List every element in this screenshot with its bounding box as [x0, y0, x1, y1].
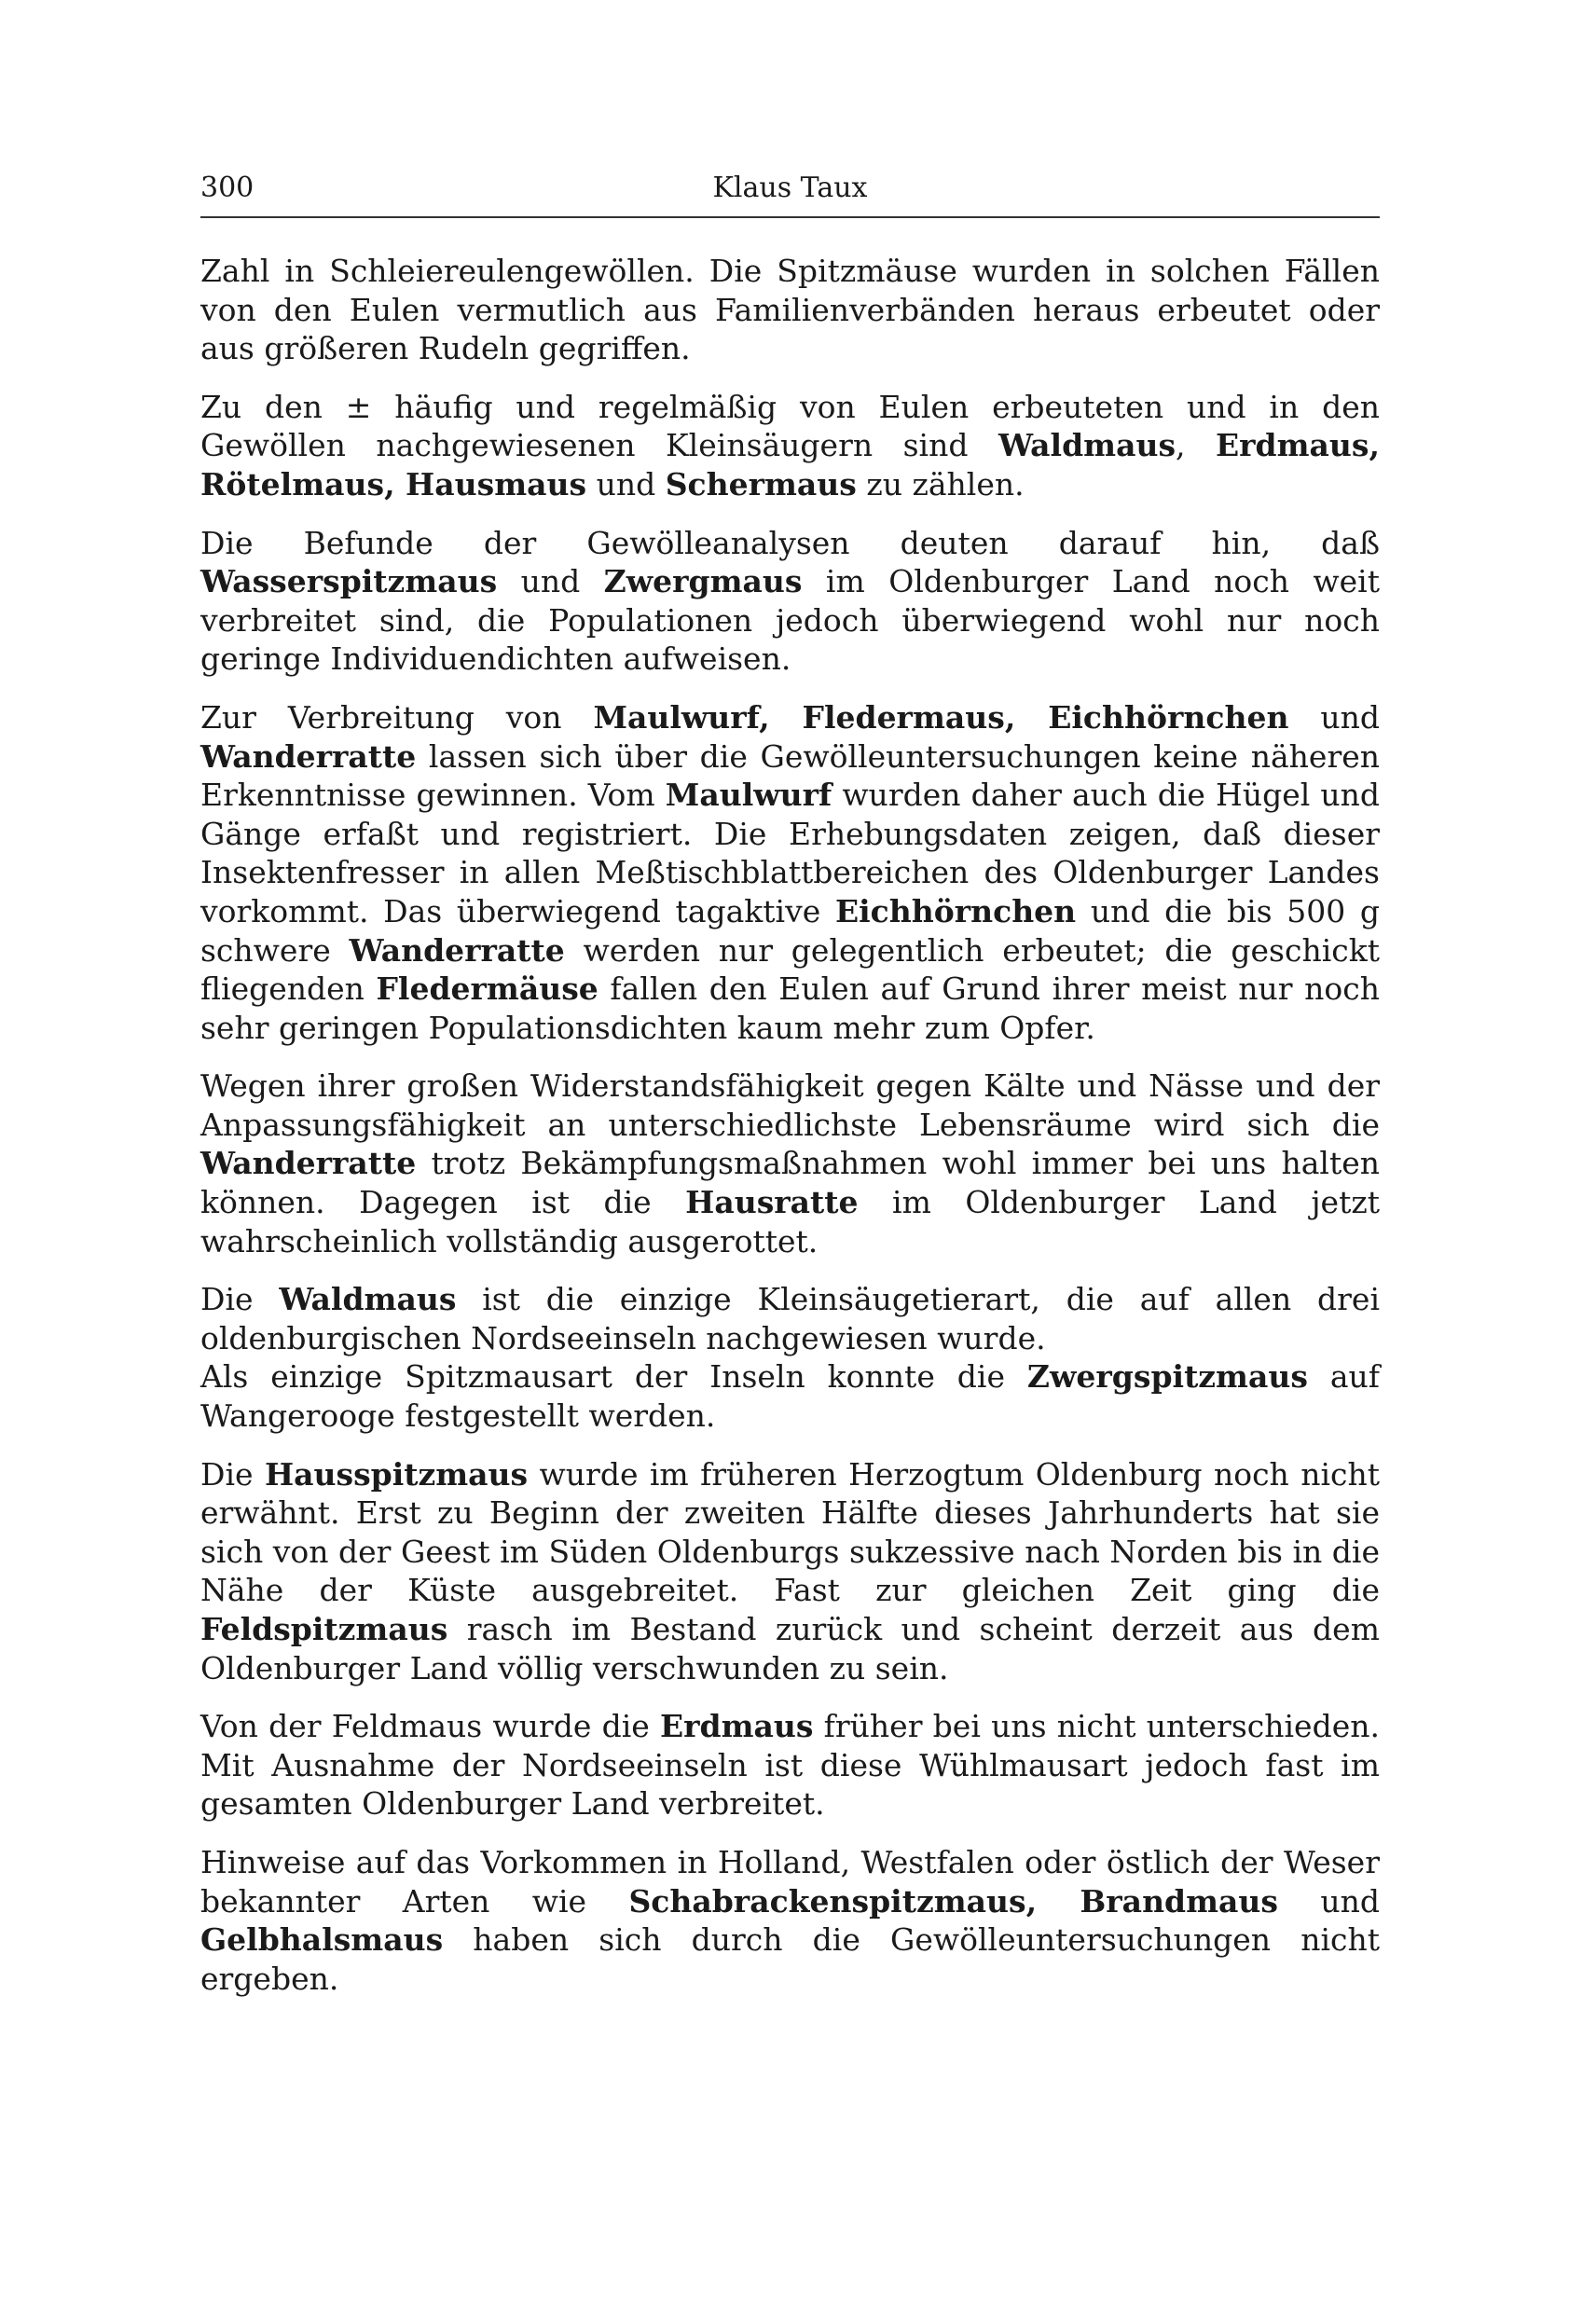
- paragraph: [200, 1280, 1380, 1357]
- species-name: Zwergmaus: [603, 563, 803, 600]
- species-name: Erdmaus, Rötelmaus, Hausmaus: [200, 427, 1380, 502]
- header-rule: [200, 216, 1380, 218]
- paragraph: [200, 1357, 1380, 1435]
- species-name: Wasserspitzmaus: [200, 563, 498, 600]
- text-run: Zahl in Schleiereulengewöllen. Die Spitzmäuse wurden in solchen Fällen von den Eulen vermutlich aus Familienverbänden heraus erbeutet oder aus größeren Rudeln gegriffen.: [200, 253, 1380, 367]
- text-run: und: [1288, 698, 1380, 736]
- text-run: haben sich durch die Gewölleuntersuchungen nicht ergeben.: [200, 1921, 1380, 1997]
- text-run: Als einzige Spitzmausart der Inseln konnte die: [200, 1358, 1027, 1396]
- paragraph: [200, 524, 1380, 679]
- text-run: und: [586, 465, 666, 502]
- text-run: wurden daher auch die Hügel und Gänge erfaßt und registriert. Die Erhebungsdaten zeigen, daß dieser Insektenfresser in allen Meßtischblattbereichen des Oldenburger Landes vorkommt. Das überwiegend tagaktive: [200, 777, 1380, 929]
- text-run: auf Wangerooge festgestellt werden.: [200, 1358, 1380, 1435]
- page-number: 300: [200, 172, 255, 204]
- species-name: Hausspitzmaus: [264, 1455, 529, 1493]
- text-run: Zu den ± häufig und regelmäßig von Eulen erbeuteten und in den Gewöllen nachgewiesenen Kleinsäugern sind: [200, 388, 1380, 464]
- text-run: Die Befunde der Gewölleanalysen deuten darauf hin, daß: [200, 524, 1380, 561]
- text-run: Wegen ihrer großen Widerstandsfähigkeit gegen Kälte und Nässe und der Anpassungsfähigkeit an unterschiedlichste Lebensräume wird sich die: [200, 1067, 1380, 1143]
- species-name: Gelbhalsmaus: [200, 1921, 444, 1959]
- species-name: Schabrackenspitzmaus, Brandmaus: [628, 1882, 1279, 1920]
- text-run: werden nur gelegentlich erbeutet; die geschickt fliegenden: [200, 931, 1380, 1008]
- paragraph: [200, 698, 1380, 1047]
- paragraph: [200, 252, 1380, 368]
- text-run: Hinweise auf das Vorkommen in Holland, Westfalen oder östlich der Weser bekannter Arten wie: [200, 1843, 1380, 1920]
- text-run: Von der Feldmaus wurde die: [200, 1708, 660, 1745]
- paragraph: [200, 1067, 1380, 1260]
- species-name: Feldspitzmaus: [200, 1611, 448, 1647]
- paragraph: [200, 1455, 1380, 1688]
- species-name: Zwergspitzmaus: [1026, 1358, 1308, 1396]
- species-name: Schermaus: [665, 465, 857, 502]
- species-name: Erdmaus: [659, 1708, 814, 1745]
- species-name: Fledermäuse: [376, 970, 598, 1008]
- text-run: Die: [200, 1455, 265, 1493]
- text-run: und: [497, 563, 604, 600]
- text-run: lassen sich über die Gewölleuntersuchungen keine näheren Erkenntnisse gewinnen. Vom: [200, 737, 1380, 814]
- text-run: und: [1278, 1882, 1380, 1920]
- text-run: ,: [1176, 427, 1217, 464]
- text-run: Zur Verbreitung von: [200, 698, 594, 736]
- running-head-author: Klaus Taux: [712, 172, 868, 204]
- species-name: Maulwurf: [665, 777, 832, 814]
- paragraph: [200, 1707, 1380, 1823]
- text-run: fallen den Eulen auf Grund ihrer meist nur noch sehr geringen Populationsdichten kaum mehr zum Opfer.: [200, 970, 1380, 1046]
- text-run: ist die einzige Kleinsäugetierart, die auf allen drei oldenburgischen Nordseeinseln nachgewiesen wurde.: [200, 1281, 1380, 1356]
- species-name: Maulwurf, Fledermaus, Eichhörnchen: [593, 698, 1289, 736]
- species-name: Wanderratte: [200, 737, 417, 775]
- species-name: Waldmaus: [279, 1281, 457, 1318]
- species-name: Wanderratte: [349, 931, 565, 969]
- text-run: rasch im Bestand zurück und scheint derzeit aus dem Oldenburger Land völlig verschwunden zu sein.: [200, 1611, 1380, 1686]
- page-header: [200, 170, 1380, 218]
- species-name: Waldmaus: [998, 427, 1176, 464]
- text-run: zu zählen.: [856, 465, 1025, 502]
- species-name: Hausratte: [685, 1184, 859, 1221]
- species-name: Wanderratte: [200, 1145, 417, 1182]
- text-run: im Oldenburger Land noch weit verbreitet sind, die Populationen jedoch überwiegend wohl nur noch geringe Individuendichten aufweisen.: [200, 563, 1380, 678]
- text-run: früher bei uns nicht unterschieden. Mit Ausnahme der Nordseeinseln ist diese Wühlmausart jedoch fast im gesamten Oldenburger Land verbreitet.: [200, 1708, 1380, 1823]
- paragraph: [200, 388, 1380, 504]
- text-run: Die: [200, 1281, 280, 1318]
- paragraph: [200, 1843, 1380, 1998]
- text-run: trotz Bekämpfungsmaßnahmen wohl immer bei uns halten können. Dagegen ist die: [200, 1145, 1380, 1221]
- species-name: Eichhörnchen: [834, 892, 1077, 929]
- text-run: im Oldenburger Land jetzt wahrscheinlich vollständig ausgerottet.: [200, 1184, 1380, 1259]
- text-run: und die bis 500 g schwere: [200, 892, 1381, 969]
- text-run: wurde im früheren Herzogtum Oldenburg noch nicht erwähnt. Erst zu Beginn der zweiten Hälfte dieses Jahrhunderts hat sie sich von der Geest im Süden Oldenburgs sukzessive nach Norden bis in die Nähe der Küste ausgebreitet. Fast zur gleichen Zeit ging die: [200, 1455, 1381, 1609]
- body-text: [200, 252, 1380, 2017]
